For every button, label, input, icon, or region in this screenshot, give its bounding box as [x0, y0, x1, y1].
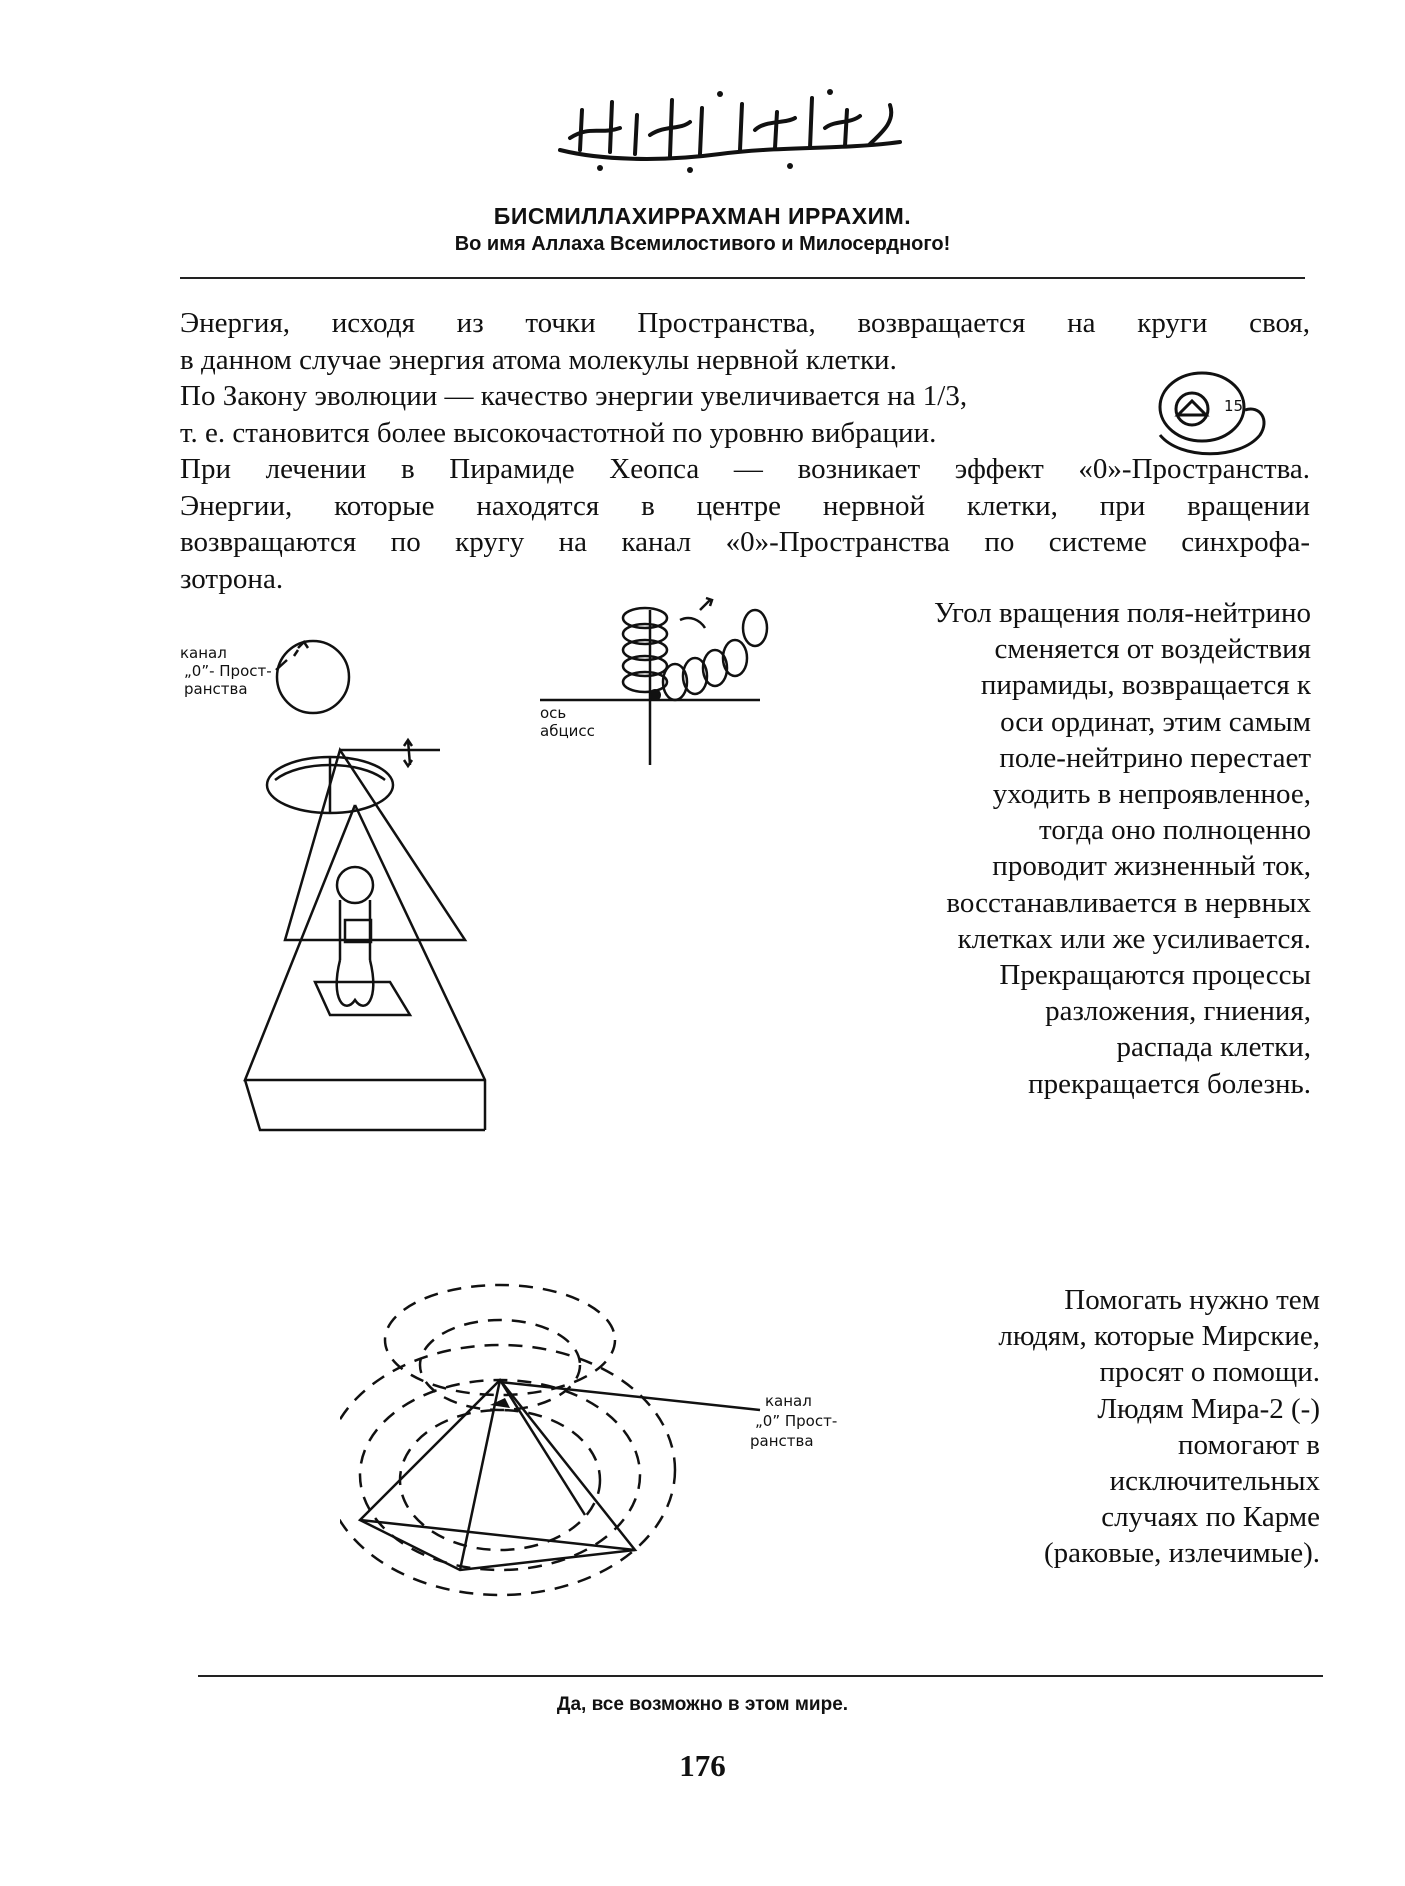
basmala-calligraphy — [540, 80, 920, 180]
small-circle-sketch — [1140, 365, 1275, 460]
column2-line: исключительных — [1109, 1465, 1320, 1498]
intro-line: возвращаются по кругу на канал «0»-Пространства по системе синхрофа- — [180, 526, 1310, 558]
intro-line: По Закону эволюции — качество энергии увеличивается на 1/3, — [180, 380, 968, 412]
intro-line: При лечении в Пирамиде Хеопса — возникает эффект «0»-Пространства. — [180, 453, 1310, 485]
column1-line: поле-нейтрино перестает — [999, 741, 1311, 774]
column2-line: Помогать нужно тем — [1064, 1284, 1320, 1316]
column1-line: тогда оно полноценно — [1039, 814, 1311, 847]
fig2-label-line1: ось — [540, 704, 567, 722]
fig1-label-line2: „0”- Прост- — [184, 662, 272, 680]
header-divider — [180, 277, 1305, 279]
column2-line: (раковые, излечимые). — [1043, 1537, 1320, 1570]
page-number: 176 — [679, 1748, 726, 1783]
fig3-label-line3: ранства — [750, 1432, 814, 1450]
header-title: БИСМИЛЛАХИРРАХМАН ИРРАХИМ. — [493, 203, 912, 229]
column2-line: просят о помощи. — [1099, 1356, 1320, 1389]
column1-line: проводит жизненный ток, — [992, 850, 1311, 883]
column2-line: помогают в — [1178, 1428, 1320, 1461]
column1-line: разложения, гниения, — [1045, 995, 1311, 1028]
column1-line: клетках или же усиливается. — [957, 922, 1311, 955]
spiral-axes-figure — [530, 590, 780, 790]
neutrino-text-column — [810, 595, 1311, 1102]
column2-line: людям, которые Мирские, — [998, 1320, 1320, 1353]
column1-line: пирамиды, возвращается к — [980, 669, 1311, 702]
intro-line: в данном случае энергия атома молекулы нервной клетки. — [180, 343, 897, 376]
header-subtitle: Во имя Аллаха Всемилостивого и Милосердного! — [454, 233, 951, 255]
column2-line: Людям Мира-2 (-) — [1097, 1392, 1320, 1425]
intro-line: зотрона. — [180, 562, 284, 595]
footer-text: Да, все возможно в этом мире. — [556, 1694, 849, 1715]
fig3-label-line2: „0” Прост- — [755, 1412, 838, 1430]
column1-line: прекращается болезнь. — [1028, 1067, 1311, 1100]
pyramid-figure — [180, 620, 510, 1140]
column1-line: оси ординат, этим самым — [1000, 705, 1311, 738]
intro-line: Энергии, которые находятся в центре нервной клетки, при вращении — [180, 489, 1310, 522]
fig1-label-line1: канал — [180, 644, 227, 662]
help-text-column — [880, 1282, 1320, 1572]
column1-line: Прекращаются процессы — [999, 959, 1311, 992]
column1-line: уходить в непроявленное, — [992, 778, 1311, 811]
column1-line: сменяется от воздействия — [994, 633, 1311, 666]
pyramid-field-figure — [340, 1270, 870, 1630]
fig3-label-line1: канал — [765, 1392, 812, 1410]
footer-divider — [198, 1675, 1323, 1677]
fig2-label-line2: абцисс — [540, 722, 595, 740]
small-sketch-label: 15 — [1224, 397, 1244, 415]
intro-line: Энергия, исходя из точки Пространства, возвращается на круги своя, — [180, 307, 1310, 339]
column1-line: восстанавливается в нервных — [946, 886, 1311, 919]
column1-line: Угол вращения поля-нейтрино — [934, 597, 1311, 629]
column2-line: случаях по Карме — [1101, 1501, 1320, 1534]
intro-line: т. е. становится более высокочастотной по уровню вибрации. — [180, 416, 937, 449]
fig1-label-line3: ранства — [184, 680, 248, 698]
column1-line: распада клетки, — [1116, 1031, 1311, 1064]
